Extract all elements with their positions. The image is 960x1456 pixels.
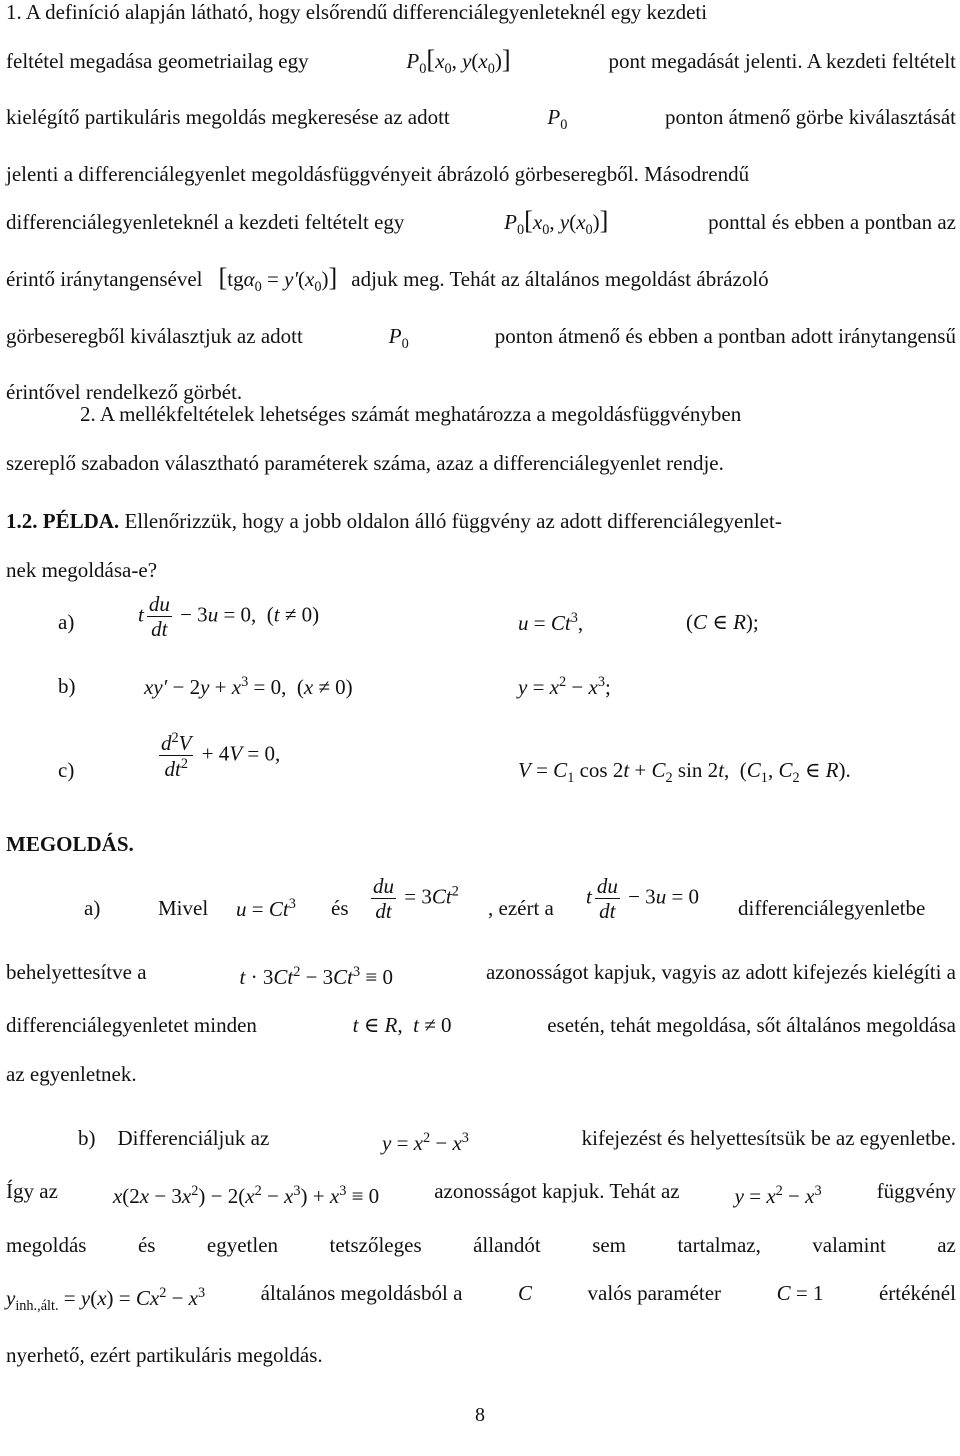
text: differenciálegyenletbe <box>738 896 926 920</box>
text: általános megoldásból a <box>260 1281 463 1306</box>
text: differenciálegyenleteknél a kezdeti feltételt egy <box>6 210 405 235</box>
formula-ode-a: t $\frac{du}{dt}$ − 3u = 0, (t ≠ 0) <box>138 592 320 642</box>
text: differenciálegyenletet minden <box>6 1013 257 1038</box>
text-line <box>6 948 956 1001</box>
text: valamint <box>812 1232 886 1257</box>
formula-initial-point: $P_0[x_0$, $y(x_0)$] <box>406 44 511 77</box>
formula-substitution: $t \cdot 3Ct^2 - 3Ct^3 \equiv 0$ <box>239 964 393 989</box>
text: , ezért a <box>488 896 554 920</box>
text: érintő iránytangensével <box>6 266 203 291</box>
text-line <box>6 390 956 439</box>
text: jelenti a differenciálegyenlet megoldásfüggvényeit ábrázoló görbeseregből. Másodrendű <box>6 161 750 186</box>
text-line <box>6 1221 956 1270</box>
item-label: c) <box>58 758 75 782</box>
text: állandót <box>473 1232 541 1257</box>
formula-ode-a: t $\frac{du}{dt}$ − 3u = 0 <box>586 874 700 924</box>
item-label: b) <box>58 674 76 698</box>
text: nek megoldása-e? <box>6 557 158 582</box>
text: kifejezést és helyettesítsük be az egyenletbe. <box>581 1126 956 1150</box>
text-line <box>6 1114 956 1167</box>
text: ponton átmenő és ebben a pontban adott iránytangensű <box>494 323 956 348</box>
text: az egyenletnek. <box>6 1062 137 1087</box>
text-line <box>6 546 956 595</box>
formula-solution-c: $V = C_1$ $\cos 2t + C_2$ sin 2t, ($C_1$, $C_2$ ∈ R). <box>518 758 851 786</box>
example-equation-a <box>6 592 956 652</box>
formula-derivative: $\frac{du}{dt}$ = $3Ct^2$ <box>373 874 459 924</box>
text: 1. A definíció alapján látható, hogy elsőrendű differenciálegyenleteknél egy kezdeti <box>6 0 708 24</box>
formula-initial-point: $P_0[x_0$, $y(x_0)$] <box>504 206 609 239</box>
text: Mivel <box>158 896 209 920</box>
example-intro <box>6 497 956 594</box>
text: Így az <box>6 1179 58 1204</box>
formula-function: $y = x^2 - x^3$ <box>381 1130 469 1155</box>
text-line <box>6 1167 956 1220</box>
formula-substitution-b: $x(2x - 3x^2) - 2(x^2 - x^3) + x^3 \equiv 0$ <box>112 1183 380 1209</box>
paragraph-conditions <box>6 390 956 487</box>
text-line <box>6 150 956 199</box>
formula-domain: t ∈ R, t ≠ 0 <box>352 1013 452 1038</box>
text-line <box>6 1001 956 1050</box>
text-line <box>6 93 956 150</box>
text: kielégítő partikuláris megoldás megkeresése az adott <box>6 105 450 130</box>
formula-c: C <box>517 1281 532 1306</box>
text: tartalmaz, <box>677 1232 761 1257</box>
text: adjuk meg. Tehát az általános megoldást ábrázoló <box>351 266 769 291</box>
text: behelyettesítve a <box>6 960 147 984</box>
item-label: a) <box>58 610 75 634</box>
formula-solution-b: $y = x^2 - x^3$; <box>518 674 611 699</box>
text-line <box>6 497 956 546</box>
text: pont megadását jelenti. A kezdeti feltételt <box>608 48 956 73</box>
text: görbeseregből kiválasztjuk az adott <box>6 323 303 348</box>
text: érintővel rendelkező görbét. <box>6 380 243 405</box>
text: ponton átmenő görbe kiválasztását <box>664 105 956 130</box>
formula-c-value: C = 1 <box>776 1281 824 1306</box>
text-line <box>6 1269 956 1330</box>
formula-tangent: $[tg\alpha_0 = y'(x_0)]$ <box>218 262 338 295</box>
solution-b-text <box>6 1114 956 1379</box>
text: sem <box>592 1232 627 1257</box>
text-line <box>6 312 956 369</box>
paragraph-definition <box>6 0 956 417</box>
text: azonosságot kapjuk, vagyis az adott kifejezés kielégíti a <box>485 960 956 984</box>
text: és <box>137 1232 156 1257</box>
formula-u: $u = Ct^3$ <box>236 896 296 921</box>
text: és <box>331 896 349 920</box>
example-title: 1.2. PÉLDA. <box>6 509 120 533</box>
text: nyerhető, ezért partikuláris megoldás. <box>6 1342 323 1367</box>
text: azonosságot kapjuk. Tehát az <box>434 1179 680 1204</box>
item-label: b) <box>78 1126 96 1150</box>
text: valós paraméter <box>587 1281 722 1306</box>
text: 2. A mellékfeltételek lehetséges számát meghatározza a megoldásfüggvényben <box>80 402 742 426</box>
page-number: 8 <box>475 1404 485 1426</box>
formula-function: $y = x^2 - x^3$ <box>734 1183 822 1209</box>
text-line <box>6 198 956 255</box>
item-label: a) <box>84 896 101 920</box>
text: függvény <box>876 1179 956 1204</box>
text: megoldás <box>6 1232 87 1257</box>
text: értékénél <box>878 1281 956 1306</box>
text: ponttal és ebben a pontban az <box>708 210 956 235</box>
text-line <box>6 439 956 488</box>
formula-general: $y_{inh.,ált.} = y(x) = Cx^2 - x^3$ <box>6 1285 206 1315</box>
formula-condition-a: (C ∈ R); <box>686 610 759 634</box>
text-line <box>6 37 956 94</box>
text: tetszőleges <box>329 1232 422 1257</box>
text: szereplő szabadon választható paraméterek száma, azaz a differenciálegyenlet rendje. <box>6 450 724 475</box>
example-equation-b <box>6 664 956 724</box>
text: Differenciáljuk az <box>117 1126 270 1150</box>
text-line <box>6 255 956 312</box>
solution-title: MEGOLDÁS. <box>6 832 134 856</box>
text: feltétel megadása geometriailag egy <box>6 48 309 73</box>
text-line <box>6 0 956 37</box>
text: Ellenőrizzük, hogy a jobb oldalon álló függvény az adott differenciálegyenlet- <box>124 509 782 533</box>
formula-p0: $P_0$ <box>388 323 409 352</box>
formula-ode-c: $\frac{d^2V}{dt^2}$ + 4V = 0, <box>161 730 281 781</box>
text: az <box>937 1232 956 1257</box>
solution-a-text <box>6 948 956 1099</box>
example-equation-c <box>6 728 956 788</box>
text: egyetlen <box>206 1232 279 1257</box>
formula-solution-a: $u = Ct^3$, <box>518 610 584 635</box>
formula-ode-b: $xy' - 2y + x^3 = 0$, (x ≠ 0) <box>144 674 353 699</box>
formula-p0: $P_0$ <box>547 105 568 134</box>
text-line <box>6 1050 956 1099</box>
solution-a-line1 <box>6 874 956 934</box>
text-line <box>6 1331 956 1380</box>
text: esetén, tehát megoldása, sőt általános megoldása <box>547 1013 956 1038</box>
